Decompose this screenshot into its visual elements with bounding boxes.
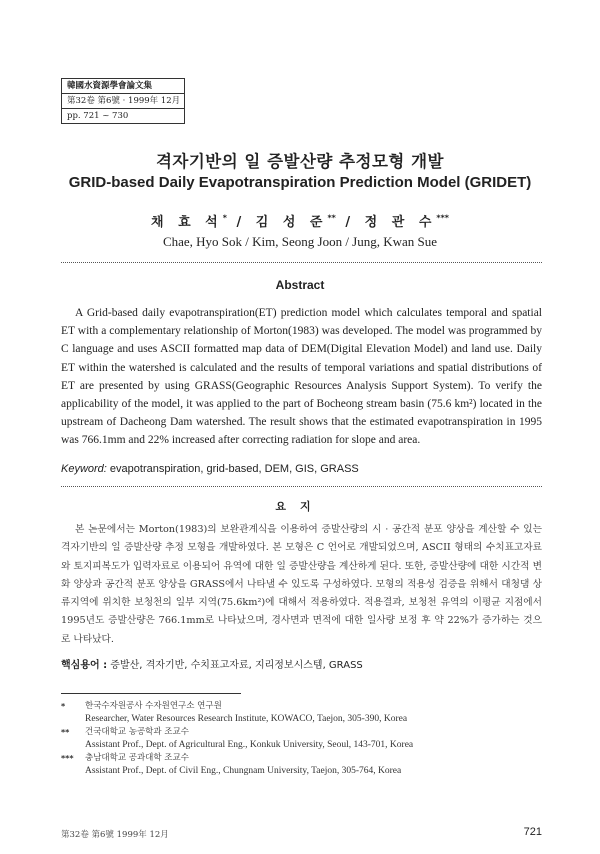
journal-volume: 第32卷 第6號 · 1999年 12月 [62,94,184,109]
abstract-heading: Abstract [275,278,325,292]
author-1: 채 효 석 [151,215,223,230]
keywords-korean [61,656,363,671]
footnote-mark: ** [61,728,70,737]
keywords-text: evapotranspiration, grid-based, DEM, GIS, GRASS [106,463,359,475]
footnote-2 [61,726,542,752]
journal-pages: pp. 721 ~ 730 [67,111,129,121]
keywords-korean-text: 증발산, 격자기반, 수치표고자료, 지리정보시스템, GRASS [107,660,363,671]
author-3-mark: *** [436,213,449,223]
abstract-text: A Grid-based daily evapotranspiration(ET) prediction model which calculates temporal and spatial ET with a complementary relationship of Morton(1983) was developed. The model was programmed by C language and uses ASCII formatted map data of DEM(Digital Elevation Model) and land use. Daily ET within the watershed is calculated and the results of temporal variations and spatial distributions of ET are presented by using GRASS(Geographic Resources Analysis Support System). To verify the applicability of the model, it was applied to the part of Bocheong stream basin (75.6 km²) located in the upstream of Dacheong Dam watershed. The result shows that the estimated evapotranspiration in 1995 was 766.1mm and 22% increased after correcting radiation for slope and area. [61,307,542,447]
journal-name: 韓國水資源學會論文集 [62,79,184,94]
authors-english: Chae, Hyo Sok / Kim, Seong Joon / Jung, Kwan Sue [162,234,438,249]
divider [61,262,542,263]
footnote-korean: 충남대학교 공과대학 조교수 [85,753,189,763]
footnote-3 [61,752,542,778]
footnote-rule [61,693,241,694]
footer-journal-issue: 第32卷 第6號 1999年 12月 [61,830,169,840]
footnote-korean: 한국수자원공사 수자원연구소 연구원 [85,701,222,711]
footnote-mark: *** [61,754,74,763]
page-number: 721 [523,826,542,838]
footnote-english: Assistant Prof., Dept. of Civil Eng., Chungnam University, Taejon, 305-764, Korea [85,766,402,776]
summary-heading: 요지 [275,500,325,513]
title-english: GRID-based Daily Evapotranspiration Prediction Model (GRIDET) [68,174,532,191]
author-2: 김 성 준 [255,215,328,230]
footnote-english: Researcher, Water Resources Research Institute, KOWACO, Taejon, 305-390, Korea [85,714,408,724]
footnote-korean: 건국대학교 농공학과 조교수 [85,727,189,737]
author-3: 정 관 수 [364,215,437,230]
divider [61,486,542,487]
footnote-mark: * [61,702,66,711]
author-separator: / [226,215,256,230]
author-separator: / [335,215,365,230]
author-1-mark: * [222,213,227,223]
title-korean: 격자기반의 일 증발산량 추정모형 개발 [155,152,444,171]
footnotes [61,700,542,778]
footnote-english: Assistant Prof., Dept. of Agricultural Eng., Konkuk University, Seoul, 143-701, Korea [85,740,414,750]
keywords-label: Keyword: [61,463,107,475]
summary-text: 본 논문에서는 Morton(1983)의 보완관계식을 이용하여 증발산량의 시 · 공간적 분포 양상을 계산할 수 있는 격자기반의 일 증발산량 추정 모형을 개발하였다. 본 모형은 C 언어로 개발되었으며, ASCII 형태의 수치표고자료와 토지피복도가 입력자료로 이용되어 유역에 대한 일 증발산량을 계산하게 된다. 또한, 증발산량에 대한 시간적 변화 양상과 공간적 분포 양상을 GRASS에서 나타낼 수 있도록 구성하였다. 모형의 적용성 검증을 위해서 대청댐 상류지역에 위치한 보청천의 일부 지역(75.6km²)에 대해서 적용하였다. 적용결과, 보청천 유역의 이평균 지점에서 1995년도 증발산량은 766.1mm로 나타났으며, 경사면과 면적에 대한 일사량 보정 후 약 22%가 증가하는 것으로 나타났다. [61,524,542,645]
keywords [61,463,359,475]
journal-info-box [61,78,185,124]
authors-korean [0,211,600,230]
keywords-korean-label: 핵심용어 : [61,660,108,671]
author-2-mark: ** [327,213,336,223]
footnote-1 [61,700,542,726]
